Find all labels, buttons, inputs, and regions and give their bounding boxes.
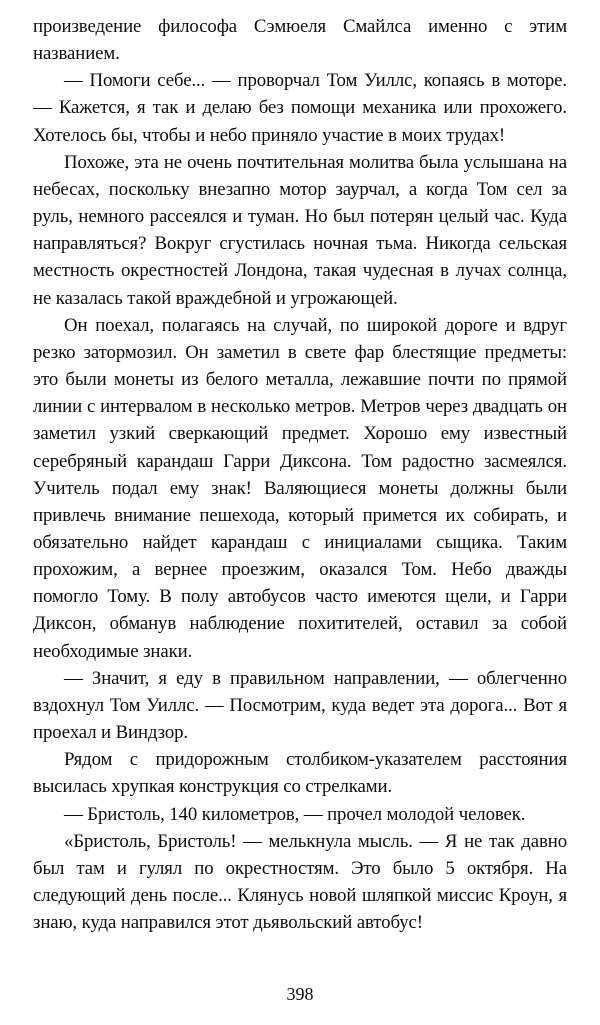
paragraph-1: произведение философа Сэмюеля Смайлса именно с этим названием. xyxy=(33,16,567,65)
book-page xyxy=(33,0,567,1025)
paragraph-7: — Бристоль, 140 километров, — прочел молодой человек. xyxy=(64,803,526,825)
paragraph-2: — Помоги себе... — проворчал Том Уиллс, копаясь в моторе. — Кажется, я так и делаю без помощи механика или прохожего. Хотелось бы, чтобы и небо приняло участие в моих трудах! xyxy=(33,70,567,146)
paragraph-8: «Бристоль, Бристоль! — мелькнула мысль. — Я не так давно был там и гулял по окрестностям. Это было 5 октября. На следующий день после... Клянусь новой шляпкой миссис Кроун, я знаю, куда направился этот дьявольский автобус! xyxy=(33,830,567,934)
body-text xyxy=(33,13,567,936)
paragraph-3: Похоже, эта не очень почтительная молитва была услышана на небесах, поскольку внезапно мотор заурчал, а когда Том сел за руль, немного рассеялся и туман. Но был потерян целый час. Куда направляться? Вокруг сгустилась ночная тьма. Никогда сельская местность окрестностей Лондона, такая чудесная в лучах солнца, не казалась такой враждебной и угрожающей. xyxy=(33,151,567,309)
paragraph-5: — Значит, я еду в правильном направлении, — облегченно вздохнул Том Уиллс. — Посмотрим, куда ведет эта дорога... Вот я проехал и Виндзор. xyxy=(33,667,567,744)
paragraph-4: Он поехал, полагаясь на случай, по широкой дороге и вдруг резко затормозил. Он заметил в свете фар блестящие предметы: это были монеты из белого металла, лежавшие почти по прямой линии с интервалом в несколько метров. Метров через двадцать он заметил узкий сверкающий предмет. Хорошо ему известный серебряный карандаш Гарри Диксона. Том радостно засмеялся. Учитель подал ему знак! Валяющиеся монеты должны были привлечь внимание пешехода, который примется их собирать, и обязательно найдет карандаш с инициалами сыщика. Таким прохожим, а вернее проезжим, оказался Том. Небо дважды помогло Тому. В полу автобусов часто имеются щели, и Гарри Диксон, обманув наблюдение похитителей, оставил за собой необходимые знаки. xyxy=(33,314,567,662)
paragraph-6: Рядом с придорожным столбиком-указателем расстояния высилась хрупкая конструкция со стрелками. xyxy=(33,749,567,798)
page-number: 398 xyxy=(286,984,314,1004)
